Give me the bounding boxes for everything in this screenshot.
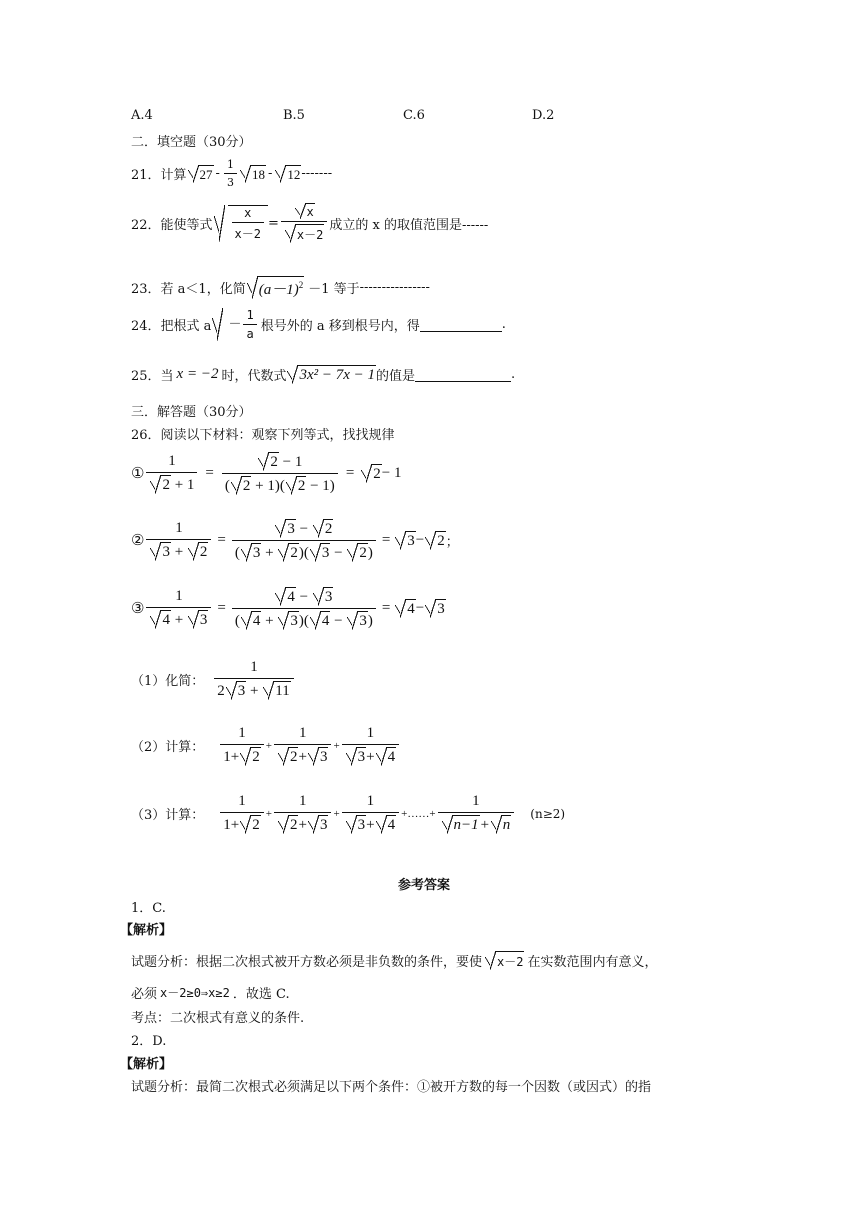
analysis-heading-1: 【解析】 bbox=[120, 923, 173, 938]
analysis-1-line-1: 试题分析：根据二次根式被开方数必须是非负数的条件，要使 x－2 在实数范围内有意义， bbox=[131, 951, 657, 970]
answer-blank: ------- bbox=[301, 166, 333, 181]
answer-1: 1．C. bbox=[131, 901, 166, 916]
answer-2: 2．D. bbox=[131, 1034, 167, 1049]
question-24: 24．把根式 a － $\frac{1}{a}$ 根号外的 a 移到根号内，得 . bbox=[131, 308, 506, 341]
identity-2: ② $\frac{1}{3 + 2}$ = $\frac{3 - 2}{( 3 + 2)( 3 - 2)}$ = 3 − 2 ； bbox=[131, 520, 459, 561]
answer-blank: ---------------- bbox=[359, 280, 430, 295]
answer-blank[interactable] bbox=[420, 317, 502, 332]
sqrt-neg-fraction: － $\frac{1}{a}$ bbox=[212, 308, 260, 341]
part-1: （1）化简： $\frac{1}{2 3 + 11}$ bbox=[131, 659, 296, 700]
part-2-label: （2）计算： bbox=[131, 740, 205, 755]
q22-tail: 成立的 x 的取值范围是------ bbox=[329, 217, 489, 233]
equals-sign: = bbox=[268, 215, 279, 231]
identity-1: ① $\frac{1}{2 + 1}$ = $\frac{2 - 1}{( 2 + 1)( 2 - 1)}$ = 2 − 1 bbox=[131, 453, 402, 494]
circled-3: ③ bbox=[131, 601, 145, 617]
sqrt-12: 12 bbox=[275, 165, 301, 183]
question-21: 21．计算 27 - $\frac{1}{3}$ 18 - 12 ------- bbox=[131, 158, 333, 189]
answer-blank[interactable] bbox=[415, 367, 511, 382]
part-1-label: （1）化简： bbox=[131, 674, 205, 689]
option-a: A.4 bbox=[131, 108, 153, 123]
q25-label: 25．当 bbox=[131, 369, 174, 384]
q22-label: 22．能使等式 bbox=[131, 217, 213, 233]
analysis-1-line-2: 必须 x－2≥0⇒x≥2 ．故选 C. bbox=[131, 986, 290, 1002]
option-d: D.2 bbox=[532, 108, 555, 123]
identity-3: ③ $\frac{1}{4 + 3}$ = $\frac{4 - 3}{( 4 + 3)( 4 - 3)}$ = 4 − 3 bbox=[131, 588, 445, 629]
sqrt-square: $(a-1)^2$ bbox=[247, 276, 305, 299]
option-c: C.6 bbox=[403, 108, 425, 123]
part-3-label: （3）计算： bbox=[131, 808, 205, 823]
q21-label: 21．计算 bbox=[131, 168, 187, 183]
question-23 bbox=[131, 276, 430, 299]
question-22 bbox=[131, 203, 488, 243]
q23-label: 23．若 a＜1，化简 bbox=[131, 282, 246, 297]
circled-2: ② bbox=[131, 533, 145, 549]
knowledge-point-1: 考点：二次根式有意义的条件. bbox=[131, 1011, 305, 1026]
q25-condition: x = −2 bbox=[176, 366, 219, 382]
sqrt-fraction bbox=[214, 205, 268, 242]
inequality: x－2≥0⇒x≥2 bbox=[160, 986, 230, 1000]
n-condition: (n≥2) bbox=[530, 806, 566, 821]
circled-1: ① bbox=[131, 466, 145, 482]
q26-intro: 26．阅读以下材料：观察下列等式，找找规律 bbox=[131, 428, 395, 443]
q24-after: 根号外的 a 移到根号内，得 bbox=[260, 319, 420, 334]
analysis-heading-2: 【解析】 bbox=[120, 1057, 173, 1072]
section-3-heading: 三．解答题（30分） bbox=[131, 405, 252, 420]
section-2-heading: 二．填空题（30分） bbox=[131, 135, 252, 150]
ratio-of-roots: $\frac{x}{x-2}$ bbox=[281, 203, 327, 243]
sqrt-18: 18 bbox=[240, 165, 266, 183]
part-2: （2）计算： $\frac{1}{1+ 2}$ + $\frac{1}{2+ 3}$ + $\frac{1}{3+ 4}$ bbox=[131, 725, 401, 766]
inner-fraction: $\frac{x}{x-2}$ bbox=[232, 206, 264, 242]
q24-label: 24．把根式 a bbox=[131, 319, 212, 334]
part-3: （3）计算： $\frac{1}{1+ 2}$ + $\frac{1}{2+ 3}$ + $\frac{1}{3+ 4}$ +……+ $\frac{1}{n-1+ n}$ (n≥2) bbox=[131, 793, 566, 833]
q23-after: －1 等于 bbox=[308, 282, 360, 297]
option-b: B.5 bbox=[283, 108, 305, 123]
sqrt-27: 27 bbox=[188, 165, 214, 183]
sqrt-polynomial: 3x² − 7x − 1 bbox=[287, 365, 376, 384]
answers-title: 参考答案 bbox=[398, 878, 451, 893]
fraction-one-third: $\frac{1}{3}$ bbox=[224, 158, 237, 189]
analysis-2-line-1: 试题分析：最简二次根式必须满足以下两个条件：①被开方数的每一个因数（或因式）的指 bbox=[131, 1080, 652, 1095]
question-25: 25．当 x = −2 时，代数式 3x² − 7x − 1 的值是 . bbox=[131, 366, 516, 384]
